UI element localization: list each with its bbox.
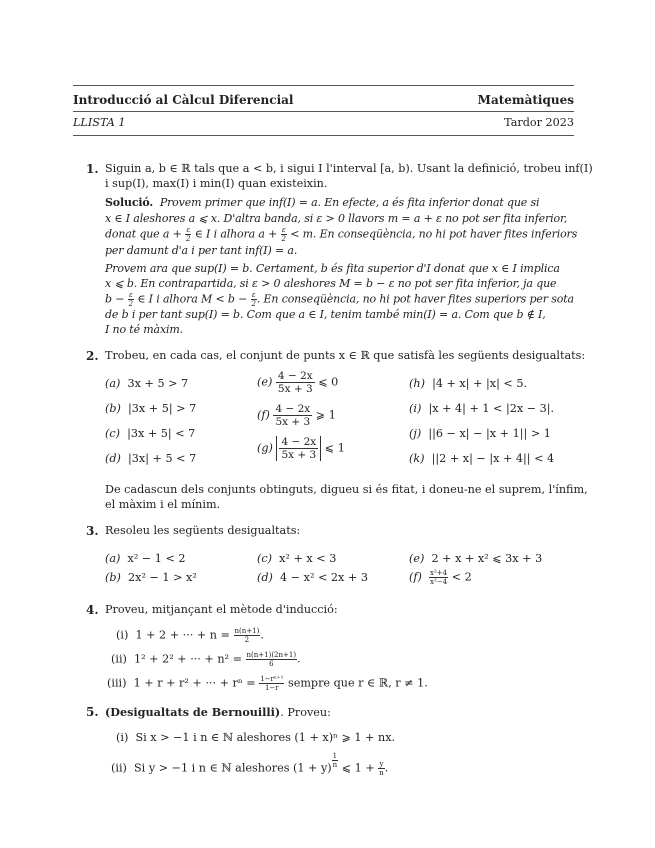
induction-iii: (iii) 1 + r + r² + ··· + rⁿ = $\frac{\text{1−rⁿ⁺¹}}{1-r}$ sempre que r ∈ ℝ, r ≠ 1. <box>107 675 428 692</box>
problem-5-intro: (Desigualtats de Bernouilli). Proveu: <box>105 705 331 719</box>
bernoulli-i: (i) Si x > −1 i n ∈ ℕ aleshores (1 + x)ⁿ ⩾ 1 + nx. <box>116 731 396 744</box>
problem-2-number: 2. <box>86 349 99 363</box>
top-rule <box>73 85 574 86</box>
solution-line: Solució. Provem primer que inf(I) = a. En efecte, a és fita inferior donat que si <box>105 196 540 209</box>
induction-i: (i) 1 + 2 + ··· + n = $\frac{n(n+1)}{2}$ . <box>116 627 264 644</box>
problem-5-number: 5. <box>86 705 99 719</box>
inequality-3b: (b) 2x² − 1 > x² <box>105 571 197 584</box>
inequality-2i: (i) |x + 4| + 1 < |2x − 3|. <box>409 402 555 415</box>
problem-3-number: 3. <box>86 524 99 538</box>
problem-2-followup: el màxim i el mínim. <box>105 498 221 511</box>
inequality-2d: (d) |3x| + 5 < 7 <box>105 452 197 465</box>
solution-line: b − $\frac{\varepsilon}{2}$ ∈ I i alhora M < b − $\frac{\varepsilon}{2}$ . En conseqüència, no hi pot haver fites superiors per sota <box>105 291 574 308</box>
subject-label: Matemàtiques <box>477 93 574 107</box>
problem-2-followup: De cadascun dels conjunts obtinguts, digueu si és fitat, i doneu-ne el suprem, l'ínfim, <box>105 483 588 496</box>
inequality-3c: (c) x² + x < 3 <box>257 552 337 565</box>
problem-2-intro: Trobeu, en cada cas, el conjunt de punts x ∈ ℝ que satisfà les següents desigualtats: <box>105 349 586 362</box>
bottom-rule <box>73 135 574 136</box>
solution-label: Solució. <box>105 196 154 209</box>
mid-rule <box>73 111 574 112</box>
term-label: Tardor 2023 <box>504 116 574 129</box>
solution-line: per damunt d'a i per tant inf(I) = a. <box>105 244 298 257</box>
inequality-2a: (a) 3x + 5 > 7 <box>105 377 189 390</box>
solution-line: I no té màxim. <box>105 323 184 336</box>
problem-1-line: Siguin a, b ∈ ℝ tals que a < b, i sigui I l'interval [a, b). Usant la definició, trobeu inf(I) <box>105 162 593 175</box>
inequality-3f: (f) $\frac{\text{x²+4}}{\text{x²−4}}$ < 2 <box>409 569 472 586</box>
inequality-2k: (k) ||2 + x| − |x + 4|| < 4 <box>409 452 555 465</box>
inequality-2g: (g) $\frac{4 - 2x}{5x + 3}$ ⩽ 1 <box>257 436 345 461</box>
solution-line: x ⩽ b. En contrapartida, si ε > 0 aleshores M = b − ε no pot ser fita inferior, ja que <box>105 277 557 290</box>
course-title: Introducció al Càlcul Diferencial <box>73 93 294 107</box>
problem-1-number: 1. <box>86 162 99 176</box>
inequality-2e: (e) $\frac{4 - 2x}{5x + 3}$ ⩽ 0 <box>257 370 339 395</box>
problem-4-intro: Proveu, mitjançant el mètode d'inducció: <box>105 603 338 616</box>
list-label: LLISTA 1 <box>73 116 126 129</box>
problem-4-number: 4. <box>86 603 99 617</box>
induction-ii: (ii) 1² + 2² + ··· + n² = $\frac{n(n+1)(2n+1)}{6}$ . <box>111 651 301 668</box>
bernoulli-ii: (ii) Si y > −1 i n ∈ ℕ aleshores (1 + y) $\frac{1}{n}$ ⩽ 1 + $\frac{y}{n}$ . <box>111 752 389 778</box>
inequality-2h: (h) |4 + x| + |x| < 5. <box>409 377 528 390</box>
inequality-3e: (e) 2 + x + x² ⩽ 3x + 3 <box>409 552 543 565</box>
problem-3-intro: Resoleu les següents desigualtats: <box>105 524 301 537</box>
inequality-2c: (c) |3x + 5| < 7 <box>105 427 196 440</box>
inequality-2b: (b) |3x + 5| > 7 <box>105 402 197 415</box>
inequality-3a: (a) x² − 1 < 2 <box>105 552 186 565</box>
solution-line: donat que a + $\frac{\varepsilon}{2}$ ∈ I i alhora a + $\frac{\varepsilon}{2}$ < m. En conseqüència, no hi pot haver fites inferiors <box>105 226 578 243</box>
inequality-2f: (f) $\frac{4 - 2x}{5x + 3}$ ⩾ 1 <box>257 403 336 428</box>
solution-line: de b i per tant sup(I) = b. Com que a ∈ I, tenim també min(I) = a. Com que b ∉ I, <box>105 308 546 321</box>
inequality-3d: (d) 4 − x² < 2x + 3 <box>257 571 368 584</box>
solution-line: x ∈ I aleshores a ⩽ x. D'altra banda, si ε > 0 llavors m = a + ε no pot ser fita inferior, <box>105 212 568 225</box>
inequality-2j: (j) ||6 − x| − |x + 1|| > 1 <box>409 427 551 440</box>
problem-1-line: i sup(I), max(I) i min(I) quan existeixin. <box>105 177 328 190</box>
solution-line: Provem ara que sup(I) = b. Certament, b és fita superior d'I donat que x ∈ I implica <box>105 262 560 275</box>
